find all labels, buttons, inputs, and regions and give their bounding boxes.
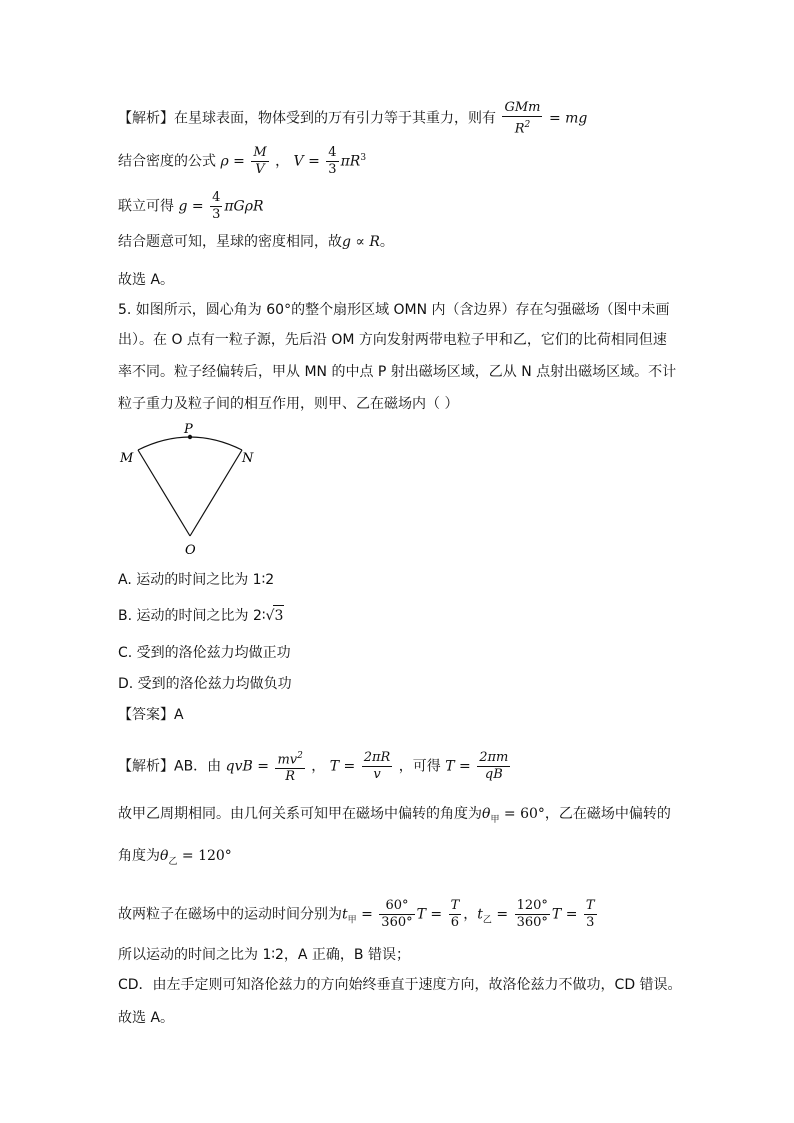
- analysis-line-3: 联立可得 g = $\frac{4}{3}$ πGρR: [118, 190, 264, 222]
- choose-a-line: 故选 A。: [118, 272, 175, 288]
- analysis-line-1: [118, 100, 587, 137]
- fraction-gmm-r2: $\frac{\text{GMm}}{R^2}$: [504, 100, 541, 137]
- solution-line-4: 故两粒子在磁场中的运动时间分别为$t_甲$ = $\frac{60^\circ}{360^\circ}$ T = $\frac{T}{6}$ ，$t_乙$ = $\frac{120^\circ}{360^\circ}$ T = $\frac{T}{3}$: [118, 898, 595, 930]
- question-line-3: 率不同。粒子经偏转后，甲从 MN 的中点 P 射出磁场区域，乙从 N 点射出磁场区域。不计: [118, 364, 677, 380]
- sector-figure: [118, 420, 268, 560]
- analysis-line-4: 结合题意可知，星球的密度相同，故g ∝ R。: [118, 234, 394, 250]
- fraction-4-3-b: $\frac{4}{3}$: [212, 190, 221, 222]
- solution-line-1: 【解析】AB．由 qvB = $\frac{mv^2}{R}$ ， T = $\frac{2\pi R}{v}$ ，可得 T = $\frac{2\pi m}{qB}$: [118, 748, 512, 785]
- option-c: C. 受到的洛伦兹力均做正功: [118, 645, 291, 661]
- solution-line-6: CD．由左手定则可知洛伦兹力的方向始终垂直于速度方向，故洛伦兹力不做功，CD 错误。: [118, 977, 682, 993]
- equation-tail: = mg: [548, 110, 588, 127]
- answer-label: 【答案】A: [118, 707, 184, 723]
- fraction-t-3: $\frac{T}{3}$: [585, 898, 595, 930]
- analysis-line-2: 结合密度的公式 ρ = $\frac{M}{V}$ ， V = $\frac{4}{3}$ $\pi R^3$: [118, 145, 367, 177]
- option-d: D. 受到的洛伦兹力均做负功: [118, 676, 292, 692]
- fraction-t-6: $\frac{T}{6}$: [450, 898, 460, 930]
- fraction-m-v: $\frac{M}{V}$: [253, 145, 267, 177]
- question-line-2: 出）。在 O 点有一粒子源，先后沿 OM 方向发射两带电粒子甲和乙，它们的比荷相同但速: [118, 332, 667, 348]
- fraction-60-360: $\frac{60^\circ}{360^\circ}$: [381, 898, 413, 930]
- question-line-4: 粒子重力及粒子间的相互作用，则甲、乙在磁场内（ ）: [118, 396, 459, 412]
- label-o: O: [185, 543, 196, 558]
- fraction-4-3: $\frac{4}{3}$: [328, 145, 337, 177]
- sqrt-sign: √: [265, 608, 275, 624]
- label-n: N: [242, 451, 254, 466]
- label-p: P: [184, 422, 193, 437]
- solution-line-5: 所以运动的时间之比为 1∶2，A 正确，B 错误；: [118, 947, 410, 963]
- sector-radius-on: [190, 450, 242, 536]
- option-b: B. 运动的时间之比为 2∶√3: [118, 605, 284, 626]
- option-a: A. 运动的时间之比为 1∶2: [118, 572, 275, 588]
- solution-line-3: 角度为$\theta_乙 = 120^\circ$: [118, 848, 232, 867]
- solution-line-7: 故选 A。: [118, 1010, 175, 1026]
- label-m: M: [120, 451, 134, 466]
- solution-line-2: 故甲乙周期相同。由几何关系可知甲在磁场中偏转的角度为$\theta_甲 = 60^\circ$，乙在磁场中偏转的: [118, 806, 671, 825]
- fraction-2pim-qb: $\frac{2\pi m}{qB}$: [479, 750, 509, 783]
- fraction-2pir-v: $\frac{2\pi R}{v}$: [363, 750, 391, 783]
- fraction-mv2-r: $\frac{mv^2}{R}$: [275, 748, 304, 785]
- question-line-1: 5. 如图所示，圆心角为 60°的整个扇形区域 OMN 内（含边界）存在匀强磁场（图中未画: [118, 302, 670, 318]
- fraction-120-360: $\frac{120^\circ}{360^\circ}$: [516, 898, 548, 930]
- sector-radius-om: [138, 450, 190, 536]
- analysis-text: 【解析】在星球表面，物体受到的万有引力等于其重力，则有: [118, 110, 496, 127]
